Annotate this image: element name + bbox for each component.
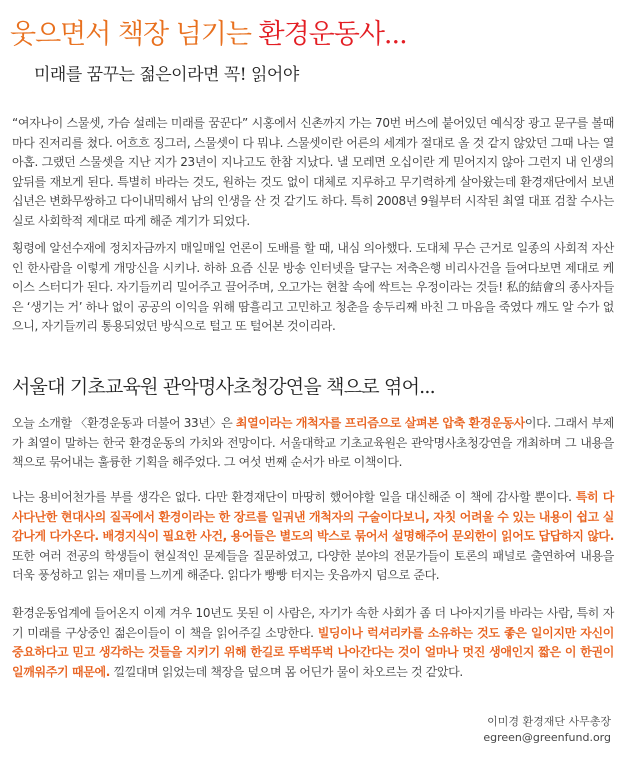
paragraph-5-text-a: 환경운동업계에 들어온지 이제 겨우 10년도 못된 이 사람은, 자기가 속한 사회가 좀 더 나아지기를 바라는 사람, 특히 자기 미래를 구상중인 젊은이들이 이 책을 읽어주길 소망한다. [12,606,614,640]
paragraph-5 [12,604,614,682]
article-title [10,18,407,52]
paragraph-5-text-c: 낄낄대며 읽었는데 책장을 덮으며 몸 어딘가 물이 차오르는 것 같았다. [109,664,463,679]
author-name: 이미경 환경재단 사무총장 [487,715,611,728]
paragraph-4 [12,488,614,586]
paragraph-3-text-a: 오늘 소개할 〈환경운동과 더불어 33년〉은 [12,416,236,430]
author-email: egreen@greenfund.org [483,731,611,744]
paragraph-5-highlight: 빌딩이나 럭셔리카를 소유하는 것도 좋은 일이지만 자신이 중요하다고 믿고 생각하는 것들을 지키기 위해 한길로 뚜벅뚜벅 나아간다는 것이 얼마나 멋진 생애인지 짧은 이 한권이 일깨워주기 때문에. [12,625,614,679]
section-title: 서울대 기초교육원 관악명사초청강연을 책으로 엮어... [12,376,435,398]
paragraph-3-highlight: 최열이라는 개척자를 프리즘으로 살펴본 압축 환경운동사 [235,416,525,430]
paragraph-4-text-a: 나는 용비어천가를 부를 생각은 없다. 다만 환경재단이 마땅히 했어야할 일을 대신해준 이 책에 감사할 뿐이다. [12,490,576,504]
paragraph-4-highlight: 특히 다사다난한 현대사의 질곡에서 환경이라는 한 장르를 일궈낸 개척자의 구술이다보니, 자칫 어려울 수 있는 내용이 쉽고 실감나게 다가온다. 배경지식이 필요한 사건, 용어들은 별도의 박스로 묶어서 설명해주어 문외한이 읽어도 답답하지 않다. [12,490,615,543]
paragraph-1: “여자나이 스물셋, 가슴 설레는 미래를 꿈꾼다” 시홍에서 신촌까지 가는 70번 버스에 붙어있던 예식장 광고 문구를 볼때마다 진저리를 쳤다. 어흐흐 징그러, 스물셋이 다 뭐냐. 스물셋이란 어른의 세계가 절대로 올 것 같지 않았던 그때 나는 열아홉. 그랬던 스물셋을 지난 지가 23년이 지나고도 한참 지났다. 낼 모레면 오십이란 게 믿어지지 않아 그런지 내 인생의 앞뒤를 재보게 된다. 특별히 바라는 것도, 원하는 것도 없이 대체로 지루하고 무기력하게 살아왔는데 환경재단에서 보낸 십년은 변화무쌍하고 다이내믹해서 남의 인생을 산 것 같기도 하다. 특히 2008년 9월부터 시작된 최열 대표 검찰 수사는 실로 사회학적 제대로 따게 해준 계기가 되었다. [12,116,614,228]
author-signature [483,714,611,746]
title-part-2: 환경운동사... [258,19,407,50]
paragraph-2: 횡령에 알선수재에 정치자금까지 매일매일 언론이 도배를 할 때, 내심 의아했다. 도대체 무슨 근거로 일종의 사회적 자산인 한사람을 이렇게 개망신을 시키나. 하하 요즘 신문 방송 인터넷을 달구는 저축은행 비리사건을 들여다보면 제대로 케이스 스터디가 된다. 자기들끼리 밀어주고 끌어주며, 오고가는 현찰 속에 싹트는 우정이라는 것들! 私的結會의 종사자들은 ‘생기는 거’ 하나 없이 공공의 이익을 위해 땀흘리고 고민하고 청춘을 송두리째 바친 그 마음을 죽였다 깨도 알 수가 없으니, 자기들끼리 통용되었던 방식으로 털고 또 털어본 것이리라. [12,241,614,333]
paragraph-4-text-c: 또한 여러 전공의 학생들이 현실적인 문제들을 질문하였고, 다양한 분야의 전문가들이 토론의 패널로 출연하여 내용을 더욱 풍성하고 읽는 재미를 느끼게 해준다. 읽다가 빵빵 터지는 웃음까지 덤으로 준다. [12,548,614,582]
title-part-1: 웃으면서 책장 넘기는 [10,19,259,50]
paragraph-3-text-c: 이다. 그래서 부제가 최열이 말하는 한국 환경운동의 가치와 전망이다. 서울대학교 기초교육원은 관악명사초청강연을 개최하며 그 내용을 책으로 묶어내는 훌륭한 기획을 해주었다. 그 여섯 번째 순서가 바로 이책이다. [12,416,614,469]
article-subtitle: 미래를 꿈꾸는 젊은이라면 꼭! 읽어야 [34,65,299,85]
paragraph-3 [12,414,614,473]
